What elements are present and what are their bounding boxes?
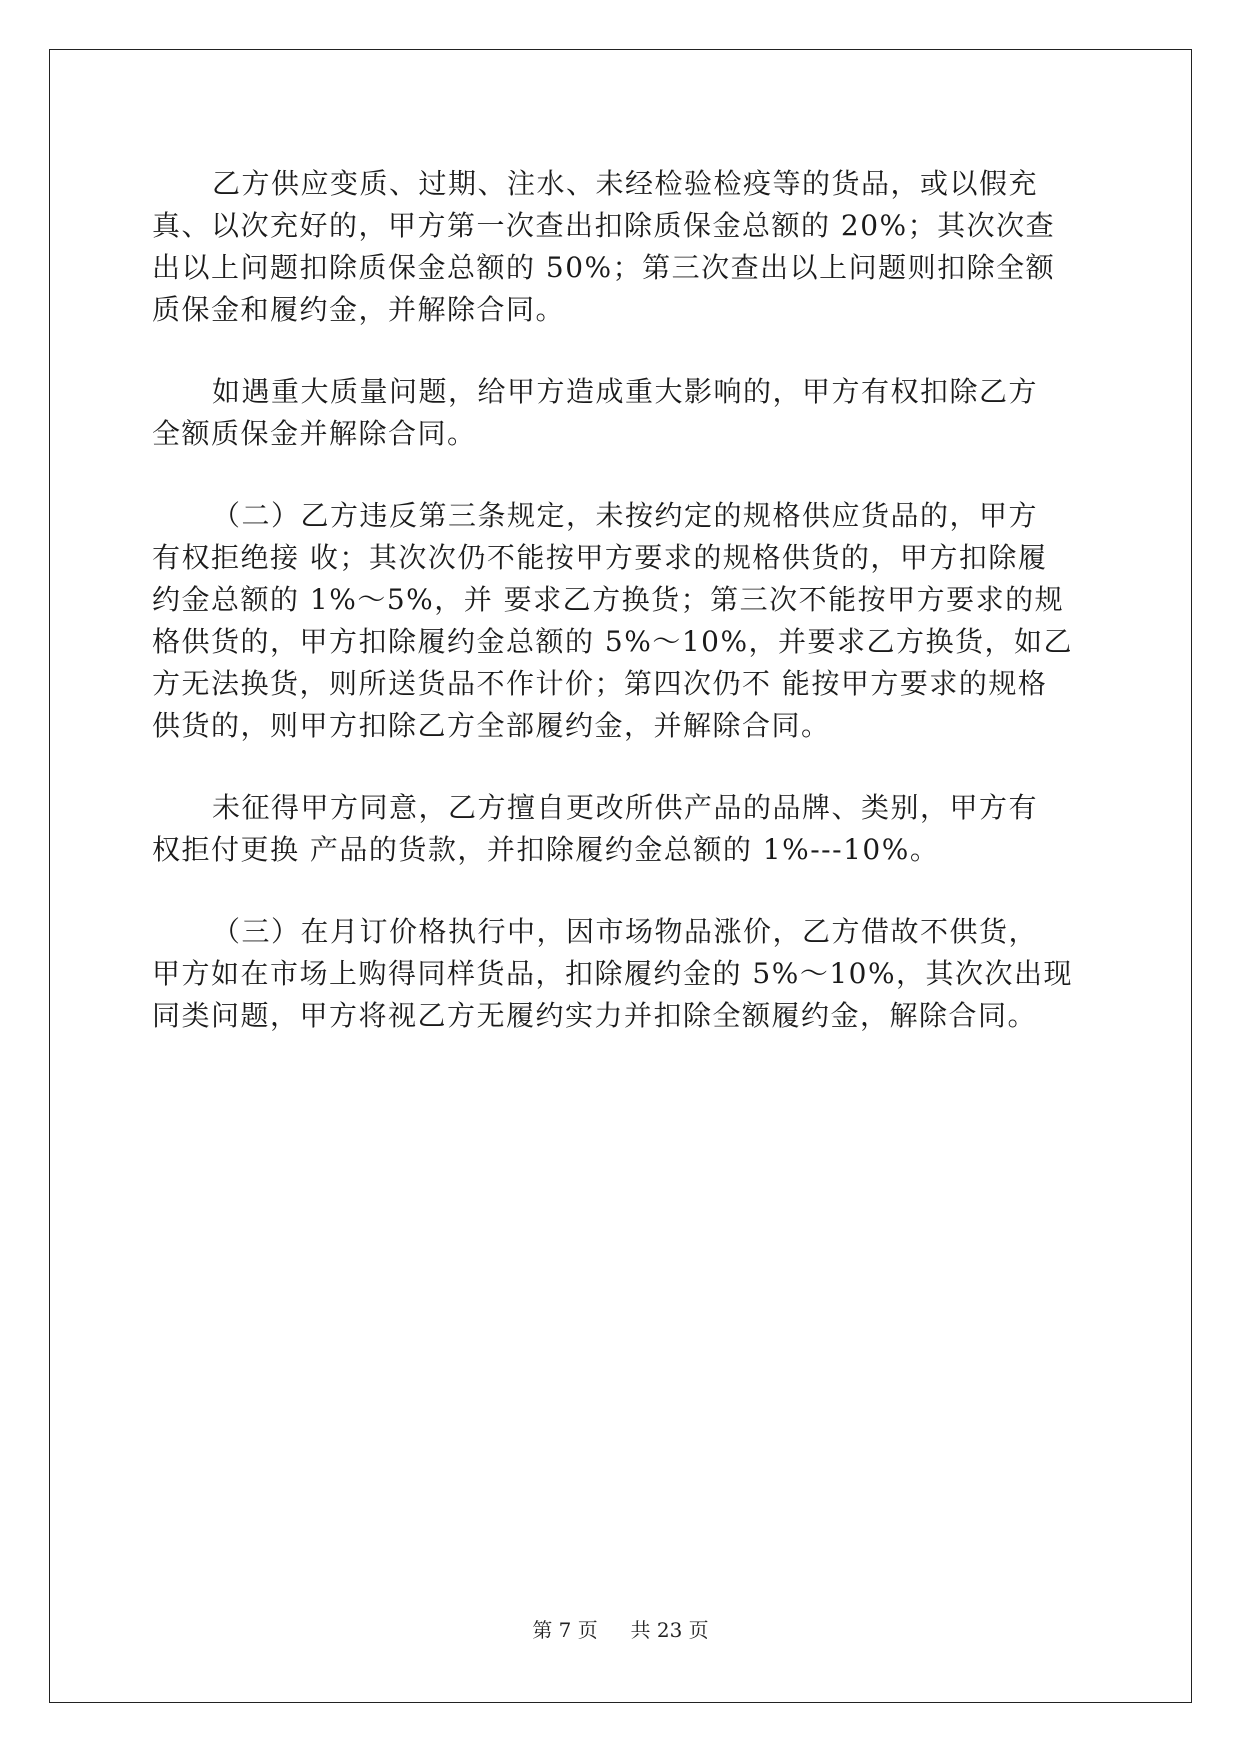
text-line: 有权拒绝接 收；其次次仍不能按甲方要求的规格供货的，甲方扣除履	[152, 541, 1048, 574]
text-line: 同类问题，甲方将视乙方无履约实力并扣除全额履约金，解除合同。	[152, 999, 1038, 1032]
page-footer	[0, 1618, 1241, 1642]
paragraph-quality-violation	[152, 163, 1088, 331]
total-pages: 共 23 页	[630, 1618, 709, 1642]
text-line: 真、以次充好的，甲方第一次查出扣除质保金总额的 20%；其次次查	[152, 209, 1056, 242]
current-page-number: 第 7 页	[532, 1618, 598, 1642]
text-line: 未征得甲方同意，乙方擅自更改所供产品的品牌、类别，甲方有	[212, 791, 1039, 824]
text-line: 如遇重大质量问题，给甲方造成重大影响的，甲方有权扣除乙方	[212, 375, 1039, 408]
paragraph-major-quality-issue	[152, 371, 1088, 455]
text-line: 甲方如在市场上购得同样货品，扣除履约金的 5%～10%，其次次出现	[152, 957, 1074, 990]
text-line: 质保金和履约金，并解除合同。	[152, 293, 566, 326]
text-line: 方无法换货，则所送货品不作计价；第四次仍不 能按甲方要求的规格	[152, 667, 1048, 700]
text-line: 权拒付更换 产品的货款，并扣除履约金总额的 1%---10%。	[152, 833, 940, 866]
text-line: （三）在月订价格执行中，因市场物品涨价，乙方借故不供货，	[212, 915, 1039, 948]
text-line: 格供货的，甲方扣除履约金总额的 5%～10%，并要求乙方换货，如乙	[152, 625, 1074, 658]
paragraph-price-rise	[152, 911, 1088, 1037]
paragraph-brand-change	[152, 787, 1088, 871]
text-line: 出以上问题扣除质保金总额的 50%；第三次查出以上问题则扣除全额	[152, 251, 1056, 284]
text-line: 全额质保金并解除合同。	[152, 417, 477, 450]
text-line: 约金总额的 1%～5%，并 要求乙方换货；第三次不能按甲方要求的规	[152, 583, 1065, 616]
text-line: 供货的，则甲方扣除乙方全部履约金，并解除合同。	[152, 709, 831, 742]
text-line: 乙方供应变质、过期、注水、未经检验检疫等的货品，或以假充	[212, 167, 1039, 200]
paragraph-spec-violation	[152, 495, 1088, 747]
text-line: （二）乙方违反第三条规定，未按约定的规格供应货品的，甲方	[212, 499, 1039, 532]
document-body	[152, 163, 1088, 1037]
